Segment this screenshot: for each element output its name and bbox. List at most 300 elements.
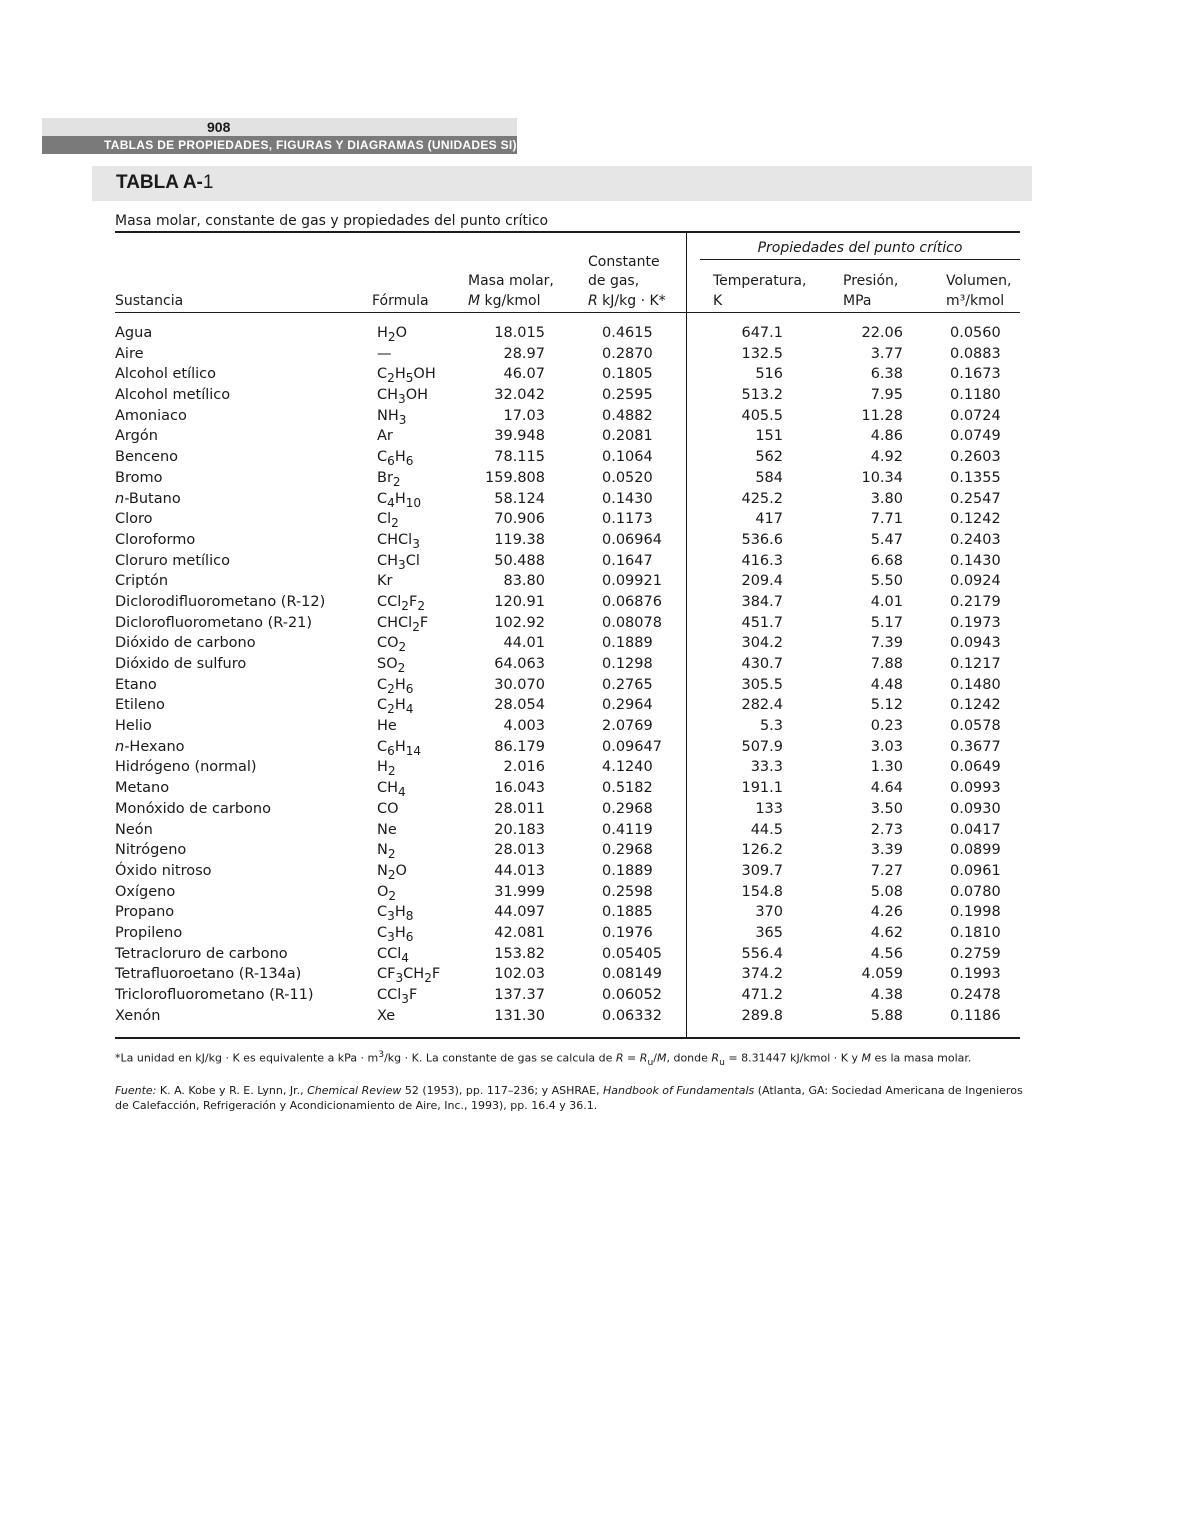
gas-constant-cell: 0.06332 bbox=[602, 1007, 662, 1024]
substance-cell: Dióxido de sulfuro bbox=[115, 656, 247, 672]
critical-pressure-cell: 0.23 bbox=[870, 718, 903, 735]
table-row bbox=[0, 385, 1200, 406]
substance-cell: Diclorodifluorometano (R-12) bbox=[115, 593, 326, 610]
gas-constant-cell: 0.2968 bbox=[602, 842, 653, 859]
critical-temperature-cell: 516 bbox=[755, 366, 783, 383]
table-bottom-rule bbox=[115, 1037, 1020, 1039]
table-row bbox=[0, 695, 1200, 716]
molar-mass-cell: 16.043 bbox=[494, 780, 545, 797]
table-row bbox=[0, 489, 1200, 510]
substance-cell: Amoniaco bbox=[115, 407, 187, 424]
formula-cell: $N_2O$ bbox=[377, 862, 407, 882]
formula-cell: $C_6H_{14}$ bbox=[377, 738, 422, 758]
molar-mass-cell: 2.016 bbox=[503, 759, 545, 776]
mass-unit: kg/kmol bbox=[480, 293, 541, 309]
critical-temperature-cell: 191.1 bbox=[741, 780, 783, 797]
critical-pressure-cell: 4.64 bbox=[870, 780, 903, 797]
table-row bbox=[0, 675, 1200, 696]
molar-mass-cell: 44.097 bbox=[494, 904, 545, 921]
critical-volume-cell: 0.2547 bbox=[950, 490, 1001, 507]
table-row bbox=[0, 468, 1200, 489]
critical-volume-cell: 0.1810 bbox=[950, 924, 1001, 941]
critical-temperature-cell: 584 bbox=[755, 469, 783, 486]
molar-mass-cell: 28.97 bbox=[503, 345, 545, 362]
critical-volume-cell: 0.0993 bbox=[950, 780, 1001, 797]
formula-cell: $CCl_2F_2$ bbox=[377, 593, 425, 613]
gas-constant-cell: 0.1885 bbox=[602, 904, 653, 921]
substance-cell: n-Butano bbox=[115, 490, 181, 507]
critical-temperature-cell: 365 bbox=[755, 924, 783, 941]
critical-temperature-cell: 5.3 bbox=[759, 718, 783, 735]
critical-pressure-cell: 3.50 bbox=[870, 800, 903, 817]
substance-cell: Alcohol etílico bbox=[115, 366, 217, 383]
running-head: TABLAS DE PROPIEDADES, FIGURAS Y DIAGRAMAS (UNIDADES SI) bbox=[42, 136, 517, 154]
table-row bbox=[0, 551, 1200, 572]
col-gas-header-line1: Constante bbox=[588, 254, 660, 270]
table-row bbox=[0, 509, 1200, 530]
critical-volume-cell: 0.1993 bbox=[950, 966, 1001, 983]
critical-temperature-cell: 133 bbox=[755, 800, 783, 817]
formula-cell: $SO_2$ bbox=[377, 656, 406, 675]
critical-temperature-cell: 417 bbox=[755, 511, 783, 528]
substance-cell: Diclorofluorometano (R-21) bbox=[115, 614, 313, 631]
col-gas-header-line2: de gas, bbox=[588, 273, 640, 289]
page-header bbox=[42, 118, 517, 154]
table-row bbox=[0, 426, 1200, 447]
critical-pressure-cell: 3.39 bbox=[870, 842, 903, 859]
gas-constant-cell: 4.1240 bbox=[602, 759, 653, 776]
critical-volume-cell: 0.0924 bbox=[950, 573, 1001, 590]
critical-temperature-cell: 209.4 bbox=[741, 573, 783, 590]
critical-temperature-cell: 305.5 bbox=[741, 676, 783, 693]
formula-cell: $C_4H_{10}$ bbox=[377, 490, 422, 510]
substance-cell: Óxido nitroso bbox=[115, 862, 212, 879]
critical-temperature-cell: 536.6 bbox=[741, 531, 783, 548]
critical-volume-cell: 0.0930 bbox=[950, 800, 1001, 817]
formula-cell: $H_2O$ bbox=[377, 325, 408, 344]
col-mass-header-line1: Masa molar, bbox=[468, 273, 554, 289]
critical-temperature-cell: 370 bbox=[755, 904, 783, 921]
critical-volume-cell: 0.0417 bbox=[950, 821, 1001, 838]
formula-cell: $N_2$ bbox=[377, 842, 396, 862]
formula-cell: Ar bbox=[377, 428, 393, 445]
table-row bbox=[0, 737, 1200, 758]
table-row bbox=[0, 985, 1200, 1006]
critical-pressure-cell: 5.88 bbox=[870, 1007, 903, 1024]
critical-temperature-cell: 151 bbox=[755, 428, 783, 445]
critical-volume-cell: 0.0560 bbox=[950, 325, 1001, 341]
col-temp-header-line2: K bbox=[713, 293, 723, 309]
gas-constant-cell: 0.1889 bbox=[602, 635, 653, 652]
critical-pressure-cell: 5.47 bbox=[870, 531, 903, 548]
formula-cell: $C_3H_8$ bbox=[377, 904, 414, 924]
gas-constant-cell: 0.1173 bbox=[602, 511, 653, 528]
critical-temperature-cell: 562 bbox=[755, 449, 783, 466]
substance-cell: Metano bbox=[115, 780, 170, 797]
critical-volume-cell: 0.1242 bbox=[950, 697, 1001, 714]
critical-temperature-cell: 430.7 bbox=[741, 656, 783, 672]
gas-constant-cell: 0.1647 bbox=[602, 552, 653, 569]
gas-constant-cell: 2.0769 bbox=[602, 718, 653, 735]
col-substance-header: Sustancia bbox=[115, 293, 184, 309]
critical-volume-cell: 0.1217 bbox=[950, 656, 1001, 672]
gas-constant-cell: 0.1064 bbox=[602, 449, 653, 466]
formula-cell: $CH_3Cl$ bbox=[377, 552, 420, 572]
gas-constant-cell: 0.1430 bbox=[602, 490, 653, 507]
critical-temperature-cell: 374.2 bbox=[741, 966, 783, 983]
critical-temperature-cell: 304.2 bbox=[741, 635, 783, 652]
molar-mass-cell: 4.003 bbox=[503, 718, 545, 735]
table-row bbox=[0, 571, 1200, 592]
gas-constant-cell: 0.2968 bbox=[602, 800, 653, 817]
table-label-number: 1 bbox=[202, 172, 214, 193]
critical-pressure-cell: 4.48 bbox=[870, 676, 903, 693]
formula-cell: CCl$_3$F bbox=[377, 987, 418, 1006]
molar-mass-cell: 28.054 bbox=[494, 697, 545, 714]
table-label-prefix: TABLA A- bbox=[116, 172, 203, 193]
gas-constant-cell: 0.0520 bbox=[602, 469, 653, 486]
critical-pressure-cell: 7.39 bbox=[870, 635, 903, 652]
molar-mass-cell: 120.91 bbox=[494, 593, 545, 610]
gas-unit: kJ/kg · K* bbox=[597, 293, 666, 309]
molar-mass-cell: 28.013 bbox=[494, 842, 545, 859]
critical-volume-cell: 0.0883 bbox=[950, 345, 1001, 362]
critical-temperature-cell: 471.2 bbox=[741, 987, 783, 1003]
table-row bbox=[0, 344, 1200, 365]
formula-cell: $Br_2$ bbox=[377, 469, 401, 489]
gas-constant-cell: 0.1298 bbox=[602, 656, 653, 672]
substance-cell: Benceno bbox=[115, 449, 179, 466]
critical-group-rule bbox=[700, 259, 1020, 260]
formula-cell: $C_2H_4$ bbox=[377, 697, 414, 717]
table-row bbox=[0, 861, 1200, 882]
critical-pressure-cell: 2.73 bbox=[870, 821, 903, 838]
formula-cell: $C_6H_6$ bbox=[377, 449, 414, 469]
formula-cell: $C_2H_6$ bbox=[377, 676, 414, 696]
substance-cell: Helio bbox=[115, 718, 152, 735]
gas-constant-cell: 0.1976 bbox=[602, 924, 653, 941]
critical-volume-cell: 0.1998 bbox=[950, 904, 1001, 921]
critical-pressure-cell: 4.01 bbox=[870, 593, 903, 610]
critical-pressure-cell: 11.28 bbox=[861, 407, 903, 424]
table-row bbox=[0, 757, 1200, 778]
col-temp-header-line1: Temperatura, bbox=[713, 273, 807, 289]
critical-pressure-cell: 4.92 bbox=[870, 449, 903, 466]
critical-pressure-cell: 7.88 bbox=[870, 656, 903, 672]
molar-mass-cell: 30.070 bbox=[494, 676, 545, 693]
mass-symbol: M bbox=[468, 293, 481, 309]
gas-constant-cell: 0.08149 bbox=[602, 966, 662, 983]
critical-pressure-cell: 4.86 bbox=[870, 428, 903, 445]
molar-mass-cell: 46.07 bbox=[503, 366, 545, 383]
substance-cell: Tetrafluoroetano (R-134a) bbox=[115, 966, 302, 983]
col-gas-header-line3 bbox=[588, 292, 666, 310]
table-body bbox=[0, 323, 1200, 1026]
critical-pressure-cell: 7.27 bbox=[870, 862, 903, 879]
col-formula-header: Fórmula bbox=[372, 293, 429, 309]
critical-pressure-cell: 4.059 bbox=[861, 966, 903, 983]
critical-volume-cell: 0.2759 bbox=[950, 945, 1001, 962]
substance-cell: Tetracloruro de carbono bbox=[115, 945, 288, 962]
table-row bbox=[0, 613, 1200, 634]
critical-volume-cell: 0.0899 bbox=[950, 842, 1001, 859]
critical-temperature-cell: 384.7 bbox=[741, 593, 783, 610]
molar-mass-cell: 44.013 bbox=[494, 862, 545, 879]
col-press-header-line2: MPa bbox=[843, 293, 872, 309]
substance-cell: Bromo bbox=[115, 469, 163, 486]
critical-temperature-cell: 44.5 bbox=[750, 821, 783, 838]
table-row bbox=[0, 902, 1200, 923]
molar-mass-cell: 50.488 bbox=[494, 552, 545, 569]
critical-pressure-cell: 6.38 bbox=[870, 366, 903, 383]
table-row bbox=[0, 1006, 1200, 1027]
table-row bbox=[0, 840, 1200, 861]
gas-constant-cell: 0.06964 bbox=[602, 531, 662, 548]
formula-cell: CCl$_4$ bbox=[377, 945, 409, 965]
gas-constant-cell: 0.4119 bbox=[602, 821, 653, 838]
critical-temperature-cell: 647.1 bbox=[741, 325, 783, 341]
table-row bbox=[0, 964, 1200, 985]
critical-pressure-cell: 1.30 bbox=[870, 759, 903, 776]
formula-cell: $CF_3CH_2F$ bbox=[377, 966, 441, 986]
substance-cell: Cloruro metílico bbox=[115, 552, 230, 569]
substance-cell: Cloroformo bbox=[115, 531, 196, 548]
formula-cell: Ne bbox=[377, 821, 397, 838]
substance-cell: Propano bbox=[115, 904, 175, 921]
critical-temperature-cell: 416.3 bbox=[741, 552, 783, 569]
substance-cell: Oxígeno bbox=[115, 883, 176, 900]
critical-volume-cell: 0.2603 bbox=[950, 449, 1001, 466]
critical-volume-cell: 0.0780 bbox=[950, 883, 1001, 900]
table-row bbox=[0, 799, 1200, 820]
molar-mass-cell: 42.081 bbox=[494, 924, 545, 941]
critical-volume-cell: 0.0749 bbox=[950, 428, 1001, 445]
molar-mass-cell: 159.808 bbox=[485, 469, 545, 486]
table-row bbox=[0, 633, 1200, 654]
table-caption: Masa molar, constante de gas y propiedades del punto crítico bbox=[115, 213, 549, 229]
critical-pressure-cell: 5.50 bbox=[870, 573, 903, 590]
critical-volume-cell: 0.3677 bbox=[950, 738, 1001, 755]
critical-pressure-cell: 4.62 bbox=[870, 924, 903, 941]
critical-temperature-cell: 507.9 bbox=[741, 738, 783, 755]
gas-constant-cell: 0.2870 bbox=[602, 345, 653, 362]
critical-pressure-cell: 10.34 bbox=[861, 469, 903, 486]
molar-mass-cell: 28.011 bbox=[494, 800, 545, 817]
formula-cell: CHCl$_3$ bbox=[377, 531, 420, 551]
molar-mass-cell: 78.115 bbox=[494, 449, 545, 466]
table-row bbox=[0, 778, 1200, 799]
substance-cell: Criptón bbox=[115, 573, 169, 590]
top-rule bbox=[115, 231, 1020, 233]
substance-cell: Aire bbox=[115, 345, 144, 362]
gas-constant-cell: 0.08078 bbox=[602, 614, 662, 631]
critical-volume-cell: 0.0943 bbox=[950, 635, 1001, 652]
formula-cell: — bbox=[377, 345, 392, 362]
molar-mass-cell: 39.948 bbox=[494, 428, 545, 445]
table-row bbox=[0, 923, 1200, 944]
formula-cell: $CH_4$ bbox=[377, 780, 406, 800]
molar-mass-cell: 119.38 bbox=[494, 531, 545, 548]
critical-temperature-cell: 33.3 bbox=[750, 759, 783, 776]
critical-volume-cell: 0.0649 bbox=[950, 759, 1001, 776]
molar-mass-cell: 31.999 bbox=[494, 883, 545, 900]
footnote-source: Fuente: K. A. Kobe y R. E. Lynn, Jr., Chemical Review 52 (1953), pp. 117–236; y ASHRAE, Handbook of Fundamentals (Atlanta, GA: Sociedad Americana de Ingenieros de Calefacción, Refrigeración y Acondicionamiento de Aire, Inc., 1993), pp. 16.4 y 36.1. bbox=[115, 1084, 1023, 1112]
critical-volume-cell: 0.2179 bbox=[950, 593, 1001, 610]
critical-volume-cell: 0.2403 bbox=[950, 531, 1001, 548]
critical-pressure-cell: 22.06 bbox=[861, 325, 903, 341]
critical-temperature-cell: 132.5 bbox=[741, 345, 783, 362]
substance-cell: Argón bbox=[115, 428, 158, 445]
critical-volume-cell: 0.1973 bbox=[950, 614, 1001, 631]
table-row bbox=[0, 323, 1200, 344]
molar-mass-cell: 86.179 bbox=[494, 738, 545, 755]
molar-mass-cell: 17.03 bbox=[503, 407, 545, 424]
critical-pressure-cell: 6.68 bbox=[870, 552, 903, 569]
critical-pressure-cell: 5.08 bbox=[870, 883, 903, 900]
table-row bbox=[0, 820, 1200, 841]
critical-volume-cell: 0.1186 bbox=[950, 1007, 1001, 1024]
critical-volume-cell: 0.1480 bbox=[950, 676, 1001, 693]
critical-pressure-cell: 3.03 bbox=[870, 738, 903, 755]
table-row bbox=[0, 364, 1200, 385]
substance-cell: Cloro bbox=[115, 511, 153, 528]
molar-mass-cell: 70.906 bbox=[494, 511, 545, 528]
substance-cell: Nitrógeno bbox=[115, 842, 187, 859]
formula-cell: $CO_2$ bbox=[377, 635, 407, 655]
table-label bbox=[116, 172, 213, 194]
molar-mass-cell: 32.042 bbox=[494, 387, 545, 404]
critical-temperature-cell: 405.5 bbox=[741, 407, 783, 424]
table-row bbox=[0, 447, 1200, 468]
molar-mass-cell: 64.063 bbox=[494, 656, 545, 672]
substance-cell: n-Hexano bbox=[115, 738, 185, 755]
table-label-bar bbox=[92, 166, 1032, 201]
critical-temperature-cell: 126.2 bbox=[741, 842, 783, 859]
gas-constant-cell: 0.1805 bbox=[602, 366, 653, 383]
gas-constant-cell: 0.09921 bbox=[602, 573, 662, 590]
col-press-header-line1: Presión, bbox=[843, 273, 899, 289]
critical-pressure-cell: 4.56 bbox=[870, 945, 903, 962]
col-vol-header-line2: m³/kmol bbox=[946, 293, 1005, 309]
substance-cell: Hidrógeno (normal) bbox=[115, 759, 257, 776]
gas-constant-cell: 0.2765 bbox=[602, 676, 653, 693]
critical-volume-cell: 0.1355 bbox=[950, 469, 1001, 486]
molar-mass-cell: 102.92 bbox=[494, 614, 545, 631]
formula-cell: $C_3H_6$ bbox=[377, 924, 414, 944]
critical-temperature-cell: 154.8 bbox=[741, 883, 783, 900]
molar-mass-cell: 20.183 bbox=[494, 821, 545, 838]
critical-volume-cell: 0.1242 bbox=[950, 511, 1001, 528]
gas-constant-cell: 0.05405 bbox=[602, 945, 662, 962]
substance-cell: Etano bbox=[115, 676, 157, 693]
critical-volume-cell: 0.1430 bbox=[950, 552, 1001, 569]
critical-temperature-cell: 513.2 bbox=[741, 387, 783, 404]
gas-constant-cell: 0.2081 bbox=[602, 428, 653, 445]
critical-pressure-cell: 7.71 bbox=[870, 511, 903, 528]
critical-pressure-cell: 4.26 bbox=[870, 904, 903, 921]
formula-cell: $NH_3$ bbox=[377, 407, 407, 427]
gas-constant-cell: 0.2595 bbox=[602, 387, 653, 404]
formula-cell: $H_2$ bbox=[377, 759, 396, 779]
table-row bbox=[0, 716, 1200, 737]
critical-volume-cell: 0.1180 bbox=[950, 387, 1001, 404]
gas-constant-cell: 0.4615 bbox=[602, 325, 653, 341]
gas-constant-cell: 0.06876 bbox=[602, 593, 662, 610]
critical-temperature-cell: 282.4 bbox=[741, 697, 783, 714]
molar-mass-cell: 58.124 bbox=[494, 490, 545, 507]
formula-cell: Xe bbox=[377, 1007, 396, 1024]
critical-properties-title: Propiedades del punto crítico bbox=[757, 240, 963, 256]
gas-constant-cell: 0.2964 bbox=[602, 697, 653, 714]
critical-volume-cell: 0.0961 bbox=[950, 862, 1001, 879]
critical-pressure-cell: 3.80 bbox=[870, 490, 903, 507]
substance-cell: Triclorofluorometano (R-11) bbox=[115, 987, 314, 1003]
molar-mass-cell: 131.30 bbox=[494, 1007, 545, 1024]
col-vol-header-line1: Volumen, bbox=[946, 273, 1012, 289]
table-row bbox=[0, 944, 1200, 965]
critical-temperature-cell: 289.8 bbox=[741, 1007, 783, 1024]
gas-constant-cell: 0.09647 bbox=[602, 738, 662, 755]
gas-constant-cell: 0.06052 bbox=[602, 987, 662, 1003]
formula-cell: $O_2$ bbox=[377, 883, 397, 903]
critical-volume-cell: 0.1673 bbox=[950, 366, 1001, 383]
critical-pressure-cell: 7.95 bbox=[870, 387, 903, 404]
gas-constant-cell: 0.5182 bbox=[602, 780, 653, 797]
formula-cell: $C_2H_5OH$ bbox=[377, 366, 436, 386]
gas-constant-cell: 0.4882 bbox=[602, 407, 653, 424]
critical-pressure-cell: 3.77 bbox=[870, 345, 903, 362]
formula-cell: CHCl$_2$F bbox=[377, 614, 429, 634]
molar-mass-cell: 153.82 bbox=[494, 945, 545, 962]
formula-cell: CO bbox=[377, 800, 399, 817]
molar-mass-cell: 102.03 bbox=[494, 966, 545, 983]
header-bottom-rule bbox=[115, 312, 1020, 313]
critical-pressure-cell: 5.17 bbox=[870, 614, 903, 631]
table-row bbox=[0, 592, 1200, 613]
substance-cell: Xenón bbox=[115, 1007, 161, 1024]
table-row bbox=[0, 882, 1200, 903]
substance-cell: Dióxido de carbono bbox=[115, 635, 256, 652]
substance-cell: Etileno bbox=[115, 697, 165, 714]
critical-temperature-cell: 451.7 bbox=[741, 614, 783, 631]
formula-cell: Kr bbox=[377, 573, 393, 590]
table-row bbox=[0, 654, 1200, 675]
substance-cell: Monóxido de carbono bbox=[115, 800, 271, 817]
substance-cell: Propileno bbox=[115, 924, 183, 941]
critical-pressure-cell: 5.12 bbox=[870, 697, 903, 714]
critical-temperature-cell: 309.7 bbox=[741, 862, 783, 879]
col-mass-header-line2 bbox=[468, 292, 540, 310]
formula-cell: $CH_3OH$ bbox=[377, 387, 429, 406]
formula-cell: He bbox=[377, 718, 397, 735]
critical-temperature-cell: 556.4 bbox=[741, 945, 783, 962]
critical-volume-cell: 0.0724 bbox=[950, 407, 1001, 424]
gas-constant-cell: 0.2598 bbox=[602, 883, 653, 900]
molar-mass-cell: 44.01 bbox=[503, 635, 545, 652]
table-row bbox=[0, 406, 1200, 427]
molar-mass-cell: 83.80 bbox=[503, 573, 545, 590]
critical-volume-cell: 0.2478 bbox=[950, 987, 1001, 1003]
substance-cell: Agua bbox=[115, 325, 153, 341]
page-number: 908 bbox=[42, 118, 517, 136]
footnote-unit: *La unidad en kJ/kg · K es equivalente a kPa · $m^3/kg \cdot K$. La constante de gas se calcula de $R = R_u/M$, donde $R_u = 8.31447$ kJ/kmol · K y M es la masa molar. bbox=[115, 1049, 972, 1068]
table-row bbox=[0, 530, 1200, 551]
critical-temperature-cell: 425.2 bbox=[741, 490, 783, 507]
gas-constant-cell: 0.1889 bbox=[602, 862, 653, 879]
molar-mass-cell: 18.015 bbox=[494, 325, 545, 341]
gas-symbol: R bbox=[588, 293, 598, 309]
critical-volume-cell: 0.0578 bbox=[950, 718, 1001, 735]
